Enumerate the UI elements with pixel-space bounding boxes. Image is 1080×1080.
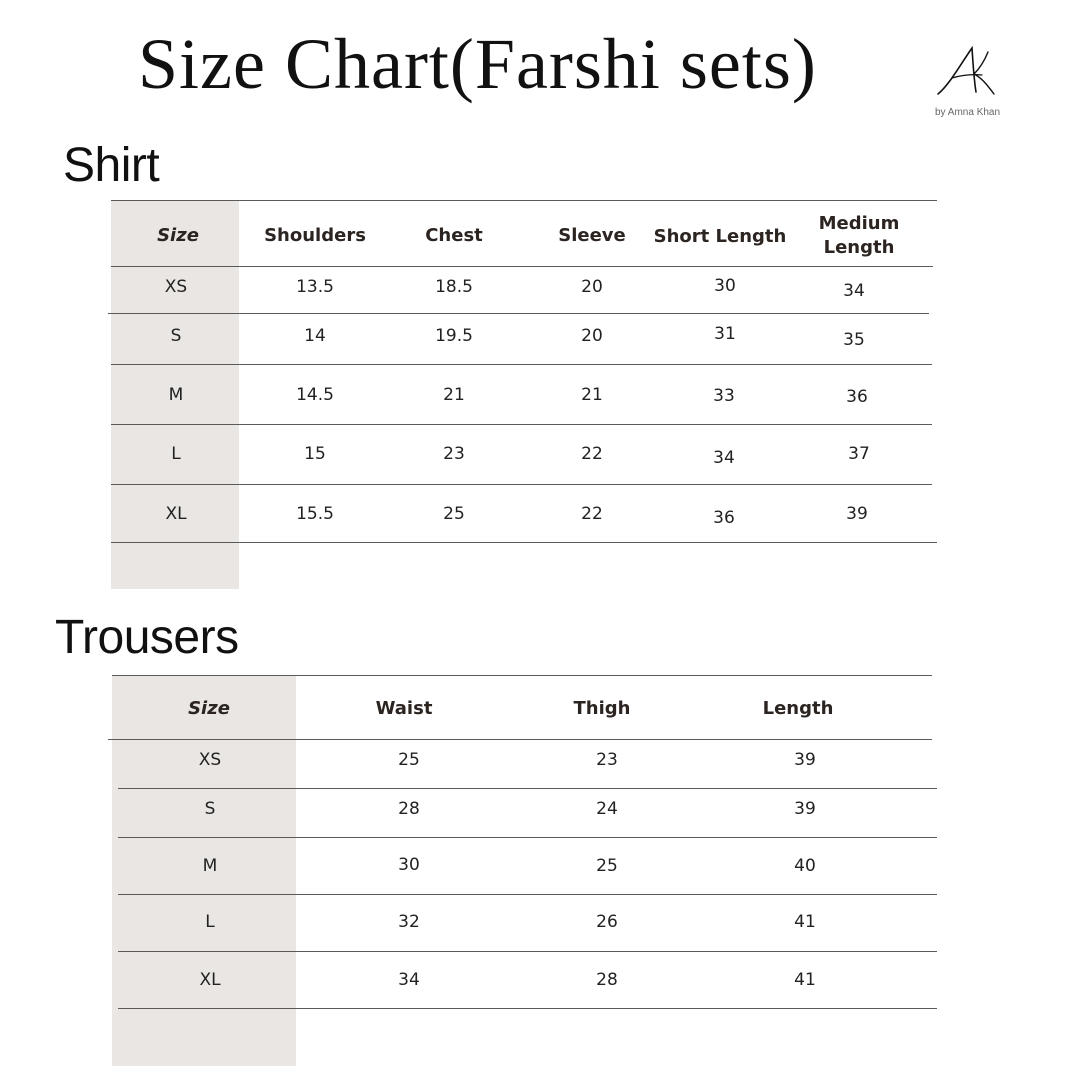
trousers-rule-row [118, 788, 937, 789]
shirt-rule-row [111, 364, 932, 365]
trousers-cell-length: 39 [794, 799, 816, 819]
shirt-cell-shoulders: 14 [304, 326, 326, 346]
shirt-cell-chest: 25 [443, 504, 465, 524]
trousers-cell-size: S [204, 799, 216, 819]
shirt-cell-sleeve: 22 [581, 504, 603, 524]
shirt-cell-size: M [168, 385, 184, 405]
shirt-header-sleeve: Sleeve [558, 225, 626, 246]
trousers-rule-bottom [118, 1008, 937, 1009]
trousers-cell-size: M [202, 856, 218, 876]
trousers-cell-size: XS [198, 750, 222, 770]
shirt-header-size: Size [157, 225, 199, 246]
trousers-cell-length: 39 [794, 750, 816, 770]
shirt-cell-shoulders: 15.5 [296, 504, 334, 524]
shirt-cell-chest: 18.5 [435, 277, 473, 297]
shirt-header-chest: Chest [425, 225, 483, 246]
shirt-cell-chest: 23 [443, 444, 465, 464]
shirt-header-medium-length: Medium Length [818, 213, 900, 259]
shirt-rule-header [111, 266, 933, 267]
shirt-cell-sleeve: 20 [581, 326, 603, 346]
shirt-cell-size: S [170, 326, 182, 346]
trousers-cell-waist: 32 [398, 912, 420, 932]
shirt-cell-chest: 19.5 [435, 326, 473, 346]
shirt-cell-shoulders: 13.5 [296, 277, 334, 297]
shirt-header-shoulders: Shoulders [264, 225, 366, 246]
trousers-header-length: Length [762, 698, 834, 719]
trousers-cell-length: 41 [794, 912, 816, 932]
shirt-cell-medium-length: 39 [846, 504, 868, 524]
trousers-cell-thigh: 28 [596, 970, 618, 990]
shirt-cell-chest: 21 [443, 385, 465, 405]
shirt-rule-top [111, 200, 937, 201]
trousers-rule-row [118, 951, 937, 952]
shirt-cell-medium-length: 35 [843, 330, 865, 350]
shirt-cell-shoulders: 14.5 [296, 385, 334, 405]
brand-logo [928, 40, 1018, 122]
trousers-header-waist: Waist [375, 698, 433, 719]
trousers-rule-header [108, 739, 932, 740]
ak-monogram-icon [932, 44, 1004, 104]
trousers-rule-row [118, 894, 937, 895]
trousers-cell-waist: 34 [398, 970, 420, 990]
shirt-cell-medium-length: 34 [843, 281, 865, 301]
trousers-cell-waist: 30 [398, 855, 420, 875]
trousers-cell-thigh: 24 [596, 799, 618, 819]
trousers-rule-top [112, 675, 932, 676]
shirt-cell-short-length: 34 [713, 448, 735, 468]
shirt-cell-size: L [171, 444, 181, 464]
shirt-cell-medium-length: 37 [848, 444, 870, 464]
trousers-cell-thigh: 26 [596, 912, 618, 932]
trousers-cell-size: XL [199, 970, 221, 990]
trousers-cell-length: 41 [794, 970, 816, 990]
shirt-cell-medium-length: 36 [846, 387, 868, 407]
shirt-rule-row [111, 484, 932, 485]
trousers-cell-size: L [205, 912, 215, 932]
shirt-cell-shoulders: 15 [304, 444, 326, 464]
trousers-cell-thigh: 25 [596, 856, 618, 876]
shirt-cell-sleeve: 22 [581, 444, 603, 464]
shirt-cell-short-length: 31 [714, 324, 736, 344]
shirt-cell-sleeve: 21 [581, 385, 603, 405]
trousers-header-size: Size [188, 698, 230, 719]
trousers-cell-waist: 25 [398, 750, 420, 770]
shirt-rule-bottom [111, 542, 937, 543]
shirt-cell-sleeve: 20 [581, 277, 603, 297]
trousers-header-thigh: Thigh [573, 698, 631, 719]
shirt-header-short-length: Short Length [653, 226, 787, 247]
trousers-cell-thigh: 23 [596, 750, 618, 770]
page-title: Size Chart(Farshi sets) [138, 24, 817, 104]
trousers-cell-length: 40 [794, 856, 816, 876]
shirt-section-title: Shirt [63, 139, 160, 192]
shirt-cell-size: XS [164, 277, 188, 297]
shirt-cell-short-length: 30 [714, 276, 736, 296]
shirt-cell-short-length: 36 [713, 508, 735, 528]
shirt-rule-row [108, 313, 929, 314]
trousers-cell-waist: 28 [398, 799, 420, 819]
shirt-cell-short-length: 33 [713, 386, 735, 406]
brand-tagline: by Amna Khan [935, 107, 1001, 118]
shirt-cell-size: XL [165, 504, 187, 524]
shirt-rule-row [111, 424, 932, 425]
trousers-rule-row [118, 837, 937, 838]
trousers-section-title: Trousers [55, 611, 239, 664]
